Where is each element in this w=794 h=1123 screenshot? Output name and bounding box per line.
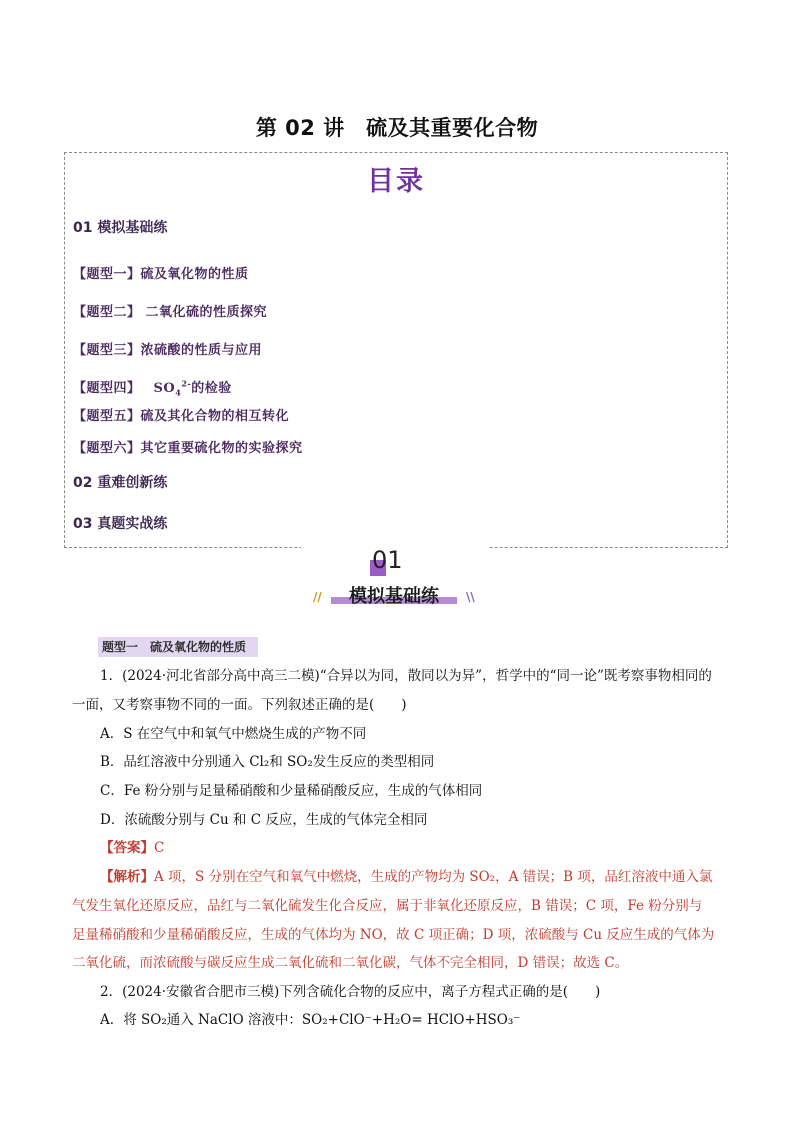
- answer-label: 【答案】: [100, 840, 154, 856]
- toc-type-6[interactable]: 【题型六】其它重要硫化物的实验探究: [73, 441, 303, 456]
- q1-analysis-line1: [100, 868, 760, 886]
- formula-tail: 的检验: [191, 381, 232, 396]
- q1-analysis-line2: 气发生氧化还原反应，品红与二氧化硫发生化合反应，属于非氧化还原反应，B 错误；C 项，Fe 粉分别与: [72, 898, 703, 914]
- toc-section-3[interactable]: 03 真题实战练: [73, 516, 168, 532]
- document-title: 第 02 讲 硫及其重要化合物: [255, 116, 539, 140]
- banner-left-slash: //: [313, 590, 322, 604]
- toc-heading: 目录: [367, 166, 425, 197]
- section-banner: [327, 582, 461, 607]
- toc-type-5[interactable]: 【题型五】硫及其化合物的相互转化: [73, 409, 290, 424]
- section-number: 01: [372, 546, 403, 574]
- q1-analysis-line4: 二氧化硫，而浓硫酸与碳反应生成二氧化硫和二氧化碳，气体不完全相同，D 错误；故选 C。: [72, 955, 629, 971]
- toc-type-4-label: 【题型四】: [73, 381, 141, 396]
- q2-stem: 2．(2024·安徽省合肥市三模)下列含硫化合物的反应中，离子方程式正确的是( ): [100, 984, 601, 1000]
- answer-value: C: [154, 840, 165, 856]
- q2-option-a: A．将 SO₂通入 NaClO 溶液中：SO₂+ClO⁻+H₂O= HClO+HSO₃⁻: [100, 1012, 521, 1028]
- q1-stem-line2: 一面，又考察事物不同的一面。下列叙述正确的是( ): [72, 697, 407, 713]
- toc-type-4[interactable]: [73, 377, 232, 398]
- analysis-text-1: A 项，S 分别在空气和氧气中燃烧，生成的产物均为 SO₂，A 错误；B 项，品红溶液中通入氯: [154, 869, 713, 885]
- toc-type-3[interactable]: 【题型三】浓硫酸的性质与应用: [73, 343, 263, 358]
- toc-type-1[interactable]: 【题型一】硫及氧化物的性质: [73, 267, 249, 282]
- toc-type-4-formula: [153, 378, 232, 398]
- formula-so: SO: [153, 381, 176, 396]
- analysis-label: 【解析】: [100, 869, 154, 885]
- section-title: 模拟基础练: [349, 586, 439, 607]
- toc-section-2[interactable]: 02 重难创新练: [73, 475, 168, 491]
- formula-sup: 2-: [181, 378, 192, 389]
- q1-option-c: C．Fe 粉分别与足量稀硝酸和少量稀硝酸反应，生成的气体相同: [100, 783, 483, 799]
- q1-analysis-line3: 足量稀硝酸和少量稀硝酸反应，生成的气体均为 NO，故 C 项正确；D 项，浓硫酸与 Cu 反应生成的气体为: [72, 927, 715, 943]
- toc-section-1[interactable]: 01 模拟基础练: [73, 220, 168, 236]
- banner-right-slash: \\: [466, 590, 475, 604]
- q1-stem-line1: 1．(2024·河北省部分高中高三二模)“合异以为同，散同以为异”，哲学中的“同一论”既考察事物相同的: [100, 668, 712, 684]
- q1-answer: [100, 839, 760, 857]
- question-type-tag: 题型一 硫及氧化物的性质: [98, 637, 258, 657]
- q1-option-b: B．品红溶液中分别通入 Cl₂和 SO₂发生反应的类型相同: [100, 754, 435, 770]
- table-of-contents: [64, 152, 728, 548]
- q1-option-a: A．S 在空气中和氧气中燃烧生成的产物不同: [100, 726, 367, 742]
- q1-option-d: D．浓硫酸分别与 Cu 和 C 反应，生成的气体完全相同: [100, 812, 428, 828]
- formula-sub: 4: [175, 387, 182, 398]
- toc-type-2[interactable]: 【题型二】 二氧化硫的性质探究: [73, 305, 268, 320]
